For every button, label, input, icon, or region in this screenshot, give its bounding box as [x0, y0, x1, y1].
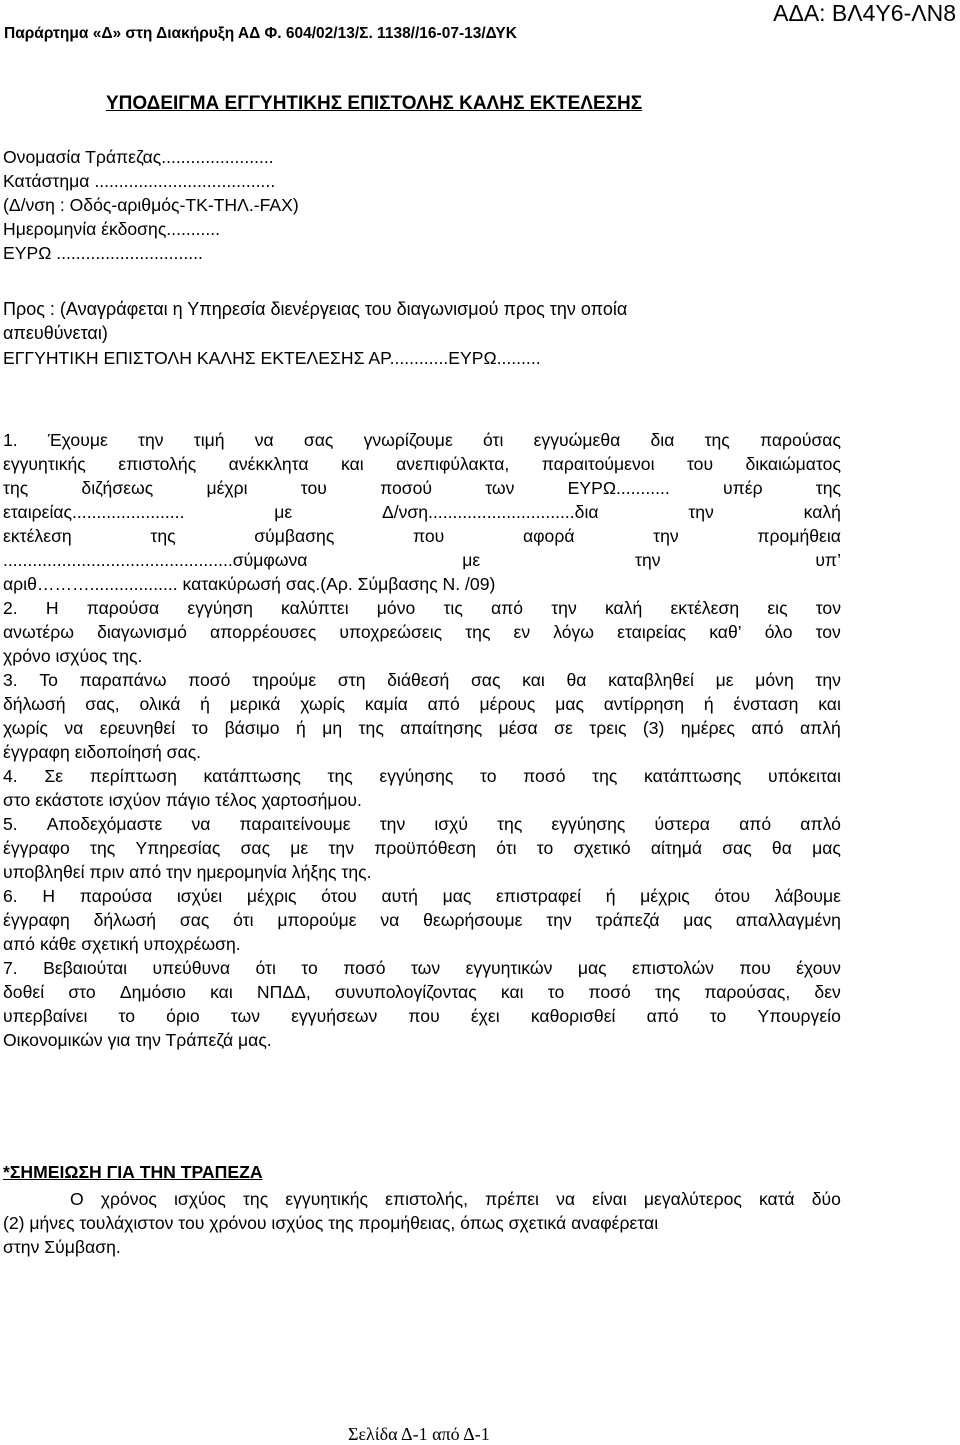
word: στο: [68, 982, 96, 1002]
paragraph-1-line: [3, 524, 841, 548]
word: και: [341, 454, 364, 474]
word: υπόκειται: [768, 766, 841, 786]
word: μέχρις: [640, 886, 690, 906]
word: στην Σύμβαση.: [3, 1237, 121, 1257]
word: της: [242, 1189, 269, 1209]
bank-note-line: [3, 1211, 841, 1235]
word: θεωρήσουμε: [423, 910, 523, 930]
word: να: [254, 430, 274, 450]
word: κατάπτωσης: [203, 766, 301, 786]
paragraph-6-line: [3, 884, 841, 908]
word: εν: [513, 622, 531, 642]
word: περίπτωση: [89, 766, 177, 786]
word: 4.: [3, 766, 18, 786]
word: ή: [295, 718, 306, 738]
word: να: [556, 1189, 576, 1209]
word: παραιτούμενοι: [541, 454, 655, 474]
recipient-line: απευθύνεται): [3, 323, 108, 343]
word: σύμβασης: [254, 526, 335, 546]
word: εταιρείας: [617, 622, 687, 642]
word: 6.: [3, 886, 18, 906]
word: τις: [443, 598, 463, 618]
paragraph-5-line: [3, 860, 841, 884]
word: το: [118, 1006, 136, 1026]
word: μπορούμε: [277, 910, 357, 930]
word: τρεις: [589, 718, 627, 738]
ada-code: ΑΔΑ: ΒΛ4Υ6-ΛΝ8: [773, 0, 956, 26]
paragraph-2-line: [3, 620, 841, 644]
word: απορρέουσες: [210, 622, 317, 642]
word: των: [485, 478, 515, 498]
word: μέσα: [498, 718, 538, 738]
word: όλο: [764, 622, 793, 642]
paragraph-1-line: [3, 452, 841, 476]
paragraph-3-line: [3, 716, 841, 740]
paragraph-4: [3, 764, 841, 812]
word: της: [3, 478, 29, 498]
word: σας: [240, 838, 271, 858]
word: κατάπτωσης: [644, 766, 742, 786]
word: το: [480, 766, 497, 786]
word: ότι: [233, 910, 254, 930]
word: μόνη: [755, 670, 794, 690]
word: παρούσας,: [704, 982, 791, 1002]
word: της: [150, 526, 176, 546]
word: από: [739, 814, 772, 834]
word: τον: [815, 622, 841, 642]
word: το: [191, 718, 209, 738]
word: Υπουργείο: [757, 1006, 841, 1026]
word: ΕΥΡΩ...........: [567, 478, 670, 498]
paragraph-1: [3, 428, 841, 596]
word: γνωρίζουμε: [363, 430, 453, 450]
word: δήλωσή: [3, 694, 66, 714]
word: ότι: [496, 838, 517, 858]
word: και: [522, 670, 545, 690]
word: Ο: [70, 1189, 84, 1209]
word: δύο: [811, 1189, 841, 1209]
word: την: [688, 502, 714, 522]
word: παρούσας: [759, 430, 841, 450]
word: 2.: [3, 598, 18, 618]
word: παραιτείνουμε: [239, 814, 351, 834]
word: την: [328, 838, 355, 858]
word: εκτέλεση: [3, 526, 72, 546]
word: ανεπιφύλακτα,: [396, 454, 510, 474]
bank-field-name: Ονομασία Τράπεζας.......................: [3, 147, 274, 167]
word: την: [653, 526, 679, 546]
word: μέχρις: [246, 886, 297, 906]
word: 5.: [3, 814, 18, 834]
word: διαγωνισμό: [97, 622, 187, 642]
word: με: [290, 838, 309, 858]
word: της: [497, 814, 523, 834]
word: παρούσα: [86, 598, 160, 618]
word: μερικά: [229, 694, 281, 714]
word: στο εκάστοτε ισχύον πάγιο τέλος χαρτοσήμου.: [3, 790, 362, 810]
word: δήλωσή: [93, 910, 157, 930]
word: σας: [722, 838, 752, 858]
word: τιμή: [193, 430, 225, 450]
word: ποσό: [588, 982, 631, 1002]
paragraph-4-line: [3, 764, 841, 788]
word: εγγυητικής: [285, 1189, 369, 1209]
word: υποχρεώσεις: [339, 622, 443, 642]
paragraph-6-line: [3, 932, 841, 956]
word: ποσό: [343, 958, 386, 978]
paragraph-1-line: [3, 476, 841, 500]
annex-reference: Παράρτημα «Δ» στη Διακήρυξη ΑΔ Φ. 604/02/13/Σ. 1138//16-07-13/ΔΥΚ: [4, 25, 517, 42]
word: υπ’: [815, 550, 841, 570]
word: εκτέλεση: [670, 598, 740, 618]
word: υπέρ: [722, 478, 763, 498]
word: Έχουμε: [47, 430, 108, 450]
word: με: [715, 670, 734, 690]
word: ότου: [714, 886, 751, 906]
word: αντίρρηση: [603, 694, 685, 714]
word: ένσταση: [733, 694, 799, 714]
word: σας: [303, 430, 334, 450]
word: έγγραφο: [3, 838, 70, 858]
word: τηρούμε: [252, 670, 317, 690]
word: στη: [337, 670, 366, 690]
paragraph-6: [3, 884, 841, 956]
paragraph-1-line: [3, 428, 841, 452]
paragraph-1-line: [3, 548, 841, 572]
word: την: [546, 910, 572, 930]
word: προϋπόθεση: [374, 838, 476, 858]
word: χωρίς: [300, 694, 346, 714]
word: αφορά: [522, 526, 575, 546]
word: παραπάνω: [79, 670, 167, 690]
paragraph-3-line: [3, 692, 841, 716]
word: εγγυώμεθα: [533, 430, 621, 450]
word: δια: [650, 430, 675, 450]
word: ερευνηθεί: [99, 718, 176, 738]
word: επιστολών: [632, 958, 714, 978]
word: ισχύει: [176, 886, 223, 906]
paragraph-5-line: [3, 812, 841, 836]
word: λάβουμε: [774, 886, 841, 906]
word: την: [551, 598, 577, 618]
word: καμία: [364, 694, 408, 714]
word: καθ’: [709, 622, 742, 642]
word: από: [490, 598, 524, 618]
word: χωρίς: [3, 718, 48, 738]
page-title: ΥΠΟΔΕΙΓΜΑ ΕΓΓΥΗΤΙΚΗΣ ΕΠΙΣΤΟΛΗΣ ΚΑΛΗΣ ΕΚΤΕΛΕΣΗΣ: [106, 93, 643, 114]
word: ή: [200, 694, 210, 714]
word: εγγύησης: [551, 814, 626, 834]
word: την: [379, 814, 406, 834]
word: εγγύησης: [379, 766, 454, 786]
paragraph-4-line: [3, 788, 841, 812]
word: των: [410, 958, 441, 978]
paragraph-3: [3, 668, 841, 764]
word: αυτή: [381, 886, 418, 906]
word: απαλλαγμένη: [735, 910, 841, 930]
paragraph-5: [3, 812, 841, 884]
word: εγγύηση: [187, 598, 253, 618]
paragraph-1-line: [3, 500, 841, 524]
word: ισχύ: [434, 814, 468, 834]
word: από: [427, 694, 460, 714]
word: καθορισθεί: [530, 1006, 616, 1026]
word: Δημόσιο: [119, 982, 186, 1002]
word: υποβληθεί πριν από την ημερομηνία λήξης της.: [3, 862, 372, 882]
word: του: [686, 454, 714, 474]
word: αριθ……….................. κατακύρωσή σας.(Αρ. Σύμβασης Ν. /09): [3, 574, 496, 594]
word: απλό: [800, 814, 841, 834]
word: Η: [42, 886, 56, 906]
word: (2) μήνες τουλάχιστον του χρόνου ισχύος της προμήθειας, όπως σχετικά αναφέρεται: [3, 1213, 659, 1233]
word: υπερβαίνει: [3, 1006, 88, 1026]
word: ΝΠΔΔ,: [256, 982, 311, 1002]
paragraph-2-line: [3, 596, 841, 620]
word: μας: [683, 910, 713, 930]
word: ...............................................σύμφωνα: [3, 550, 308, 570]
bank-note-heading: *ΣΗΜΕΙΩΣΗ ΓΙΑ ΤΗΝ ΤΡΑΠΕΖΑ: [3, 1162, 263, 1182]
word: συνυπολογίζοντας: [334, 982, 477, 1002]
word: αίτημά: [650, 838, 702, 858]
word: επιστολής: [118, 454, 197, 474]
word: ποσό: [188, 670, 231, 690]
paragraph-3-line: [3, 740, 841, 764]
word: δοθεί: [3, 982, 45, 1002]
word: παρούσα: [79, 886, 153, 906]
paragraph-7: [3, 956, 841, 1052]
word: ανωτέρω: [3, 622, 74, 642]
word: σας: [179, 910, 210, 930]
word: 7.: [3, 958, 18, 978]
word: που: [408, 1006, 440, 1026]
word: λόγω: [553, 622, 595, 642]
word: σας: [470, 670, 501, 690]
word: μας: [555, 694, 584, 714]
word: Η: [45, 598, 59, 618]
word: και: [818, 694, 841, 714]
word: το: [536, 838, 554, 858]
word: έγγραφη ειδοποίησή σας.: [3, 742, 202, 762]
paragraph-7-line: [3, 956, 841, 980]
word: ότι: [482, 430, 504, 450]
word: διζήσεως: [81, 478, 154, 498]
word: εγγυητικών: [465, 958, 553, 978]
word: ύστερα: [654, 814, 710, 834]
word: εγγυητικής: [3, 454, 86, 474]
word: έχουν: [796, 958, 841, 978]
word: μόνο: [376, 598, 416, 618]
bank-field-amount: ΕΥΡΩ ..............................: [3, 243, 203, 263]
word: το: [301, 958, 318, 978]
bank-fields: [3, 145, 841, 265]
word: τράπεζά: [595, 910, 660, 930]
word: επιστολής,: [385, 1189, 468, 1209]
paragraph-2: [3, 596, 841, 668]
word: της: [815, 478, 841, 498]
word: (3): [642, 718, 665, 738]
word: από κάθε σχετική υποχρέωση.: [3, 934, 241, 954]
word: ολικά: [139, 694, 181, 714]
paragraph-6-line: [3, 908, 841, 932]
word: δικαιώματος: [745, 454, 841, 474]
word: που: [412, 526, 445, 546]
word: της: [654, 982, 681, 1002]
recipient-line: Προς : (Αναγράφεται η Υπηρεσία διενέργειας του διαγωνισμού προς την οποία: [3, 299, 628, 319]
word: εις: [767, 598, 788, 618]
word: Βεβαιούται: [43, 958, 128, 978]
word: του: [300, 478, 327, 498]
word: σας,: [85, 694, 120, 714]
word: από: [646, 1006, 679, 1026]
word: ότου: [321, 886, 357, 906]
bank-field-issue-date: Ημερομηνία έκδοσης...........: [3, 219, 221, 239]
paragraph-5-line: [3, 836, 841, 860]
word: να: [380, 910, 400, 930]
word: απαίτησης: [400, 718, 483, 738]
word: θα: [566, 670, 587, 690]
word: έχει: [470, 1006, 500, 1026]
word: την: [138, 430, 164, 450]
word: είναι: [592, 1189, 627, 1209]
word: την: [635, 550, 661, 570]
word: Υπηρεσίας: [135, 838, 221, 858]
paragraph-7-line: [3, 1004, 841, 1028]
recipient: [3, 297, 841, 345]
word: μέρους: [479, 694, 536, 714]
word: διάθεσή: [387, 670, 450, 690]
word: 1.: [3, 430, 18, 450]
word: την: [815, 670, 841, 690]
word: της: [90, 838, 116, 858]
word: ή: [703, 694, 714, 714]
word: ισχύος: [173, 1189, 226, 1209]
paragraph-1-line: [3, 572, 841, 596]
guarantee-body: [3, 428, 841, 1052]
word: που: [739, 958, 771, 978]
word: με: [274, 502, 293, 522]
word: ότι: [255, 958, 276, 978]
bank-field-branch: Κατάστημα .....................................: [3, 171, 276, 191]
word: θα: [771, 838, 792, 858]
word: ποσού: [380, 478, 433, 498]
word: μεγαλύτερος: [643, 1189, 742, 1209]
word: να: [64, 718, 84, 738]
word: 3.: [3, 670, 18, 690]
word: το: [709, 1006, 727, 1026]
word: της: [592, 766, 618, 786]
paragraph-7-line: [3, 1028, 841, 1052]
paragraph-2-line: [3, 644, 841, 668]
word: πρέπει: [485, 1189, 539, 1209]
word: και: [210, 982, 233, 1002]
word: της: [358, 718, 384, 738]
word: σε: [554, 718, 573, 738]
word: καλή: [604, 598, 643, 618]
word: μας: [577, 958, 607, 978]
word: από: [751, 718, 784, 738]
word: προμήθεια: [757, 526, 841, 546]
word: καλή: [803, 502, 841, 522]
word: ημέρες: [680, 718, 735, 738]
word: βάσιμο: [224, 718, 280, 738]
word: απλή: [799, 718, 841, 738]
word: και: [500, 982, 524, 1002]
word: Αποδεχόμαστε: [46, 814, 163, 834]
word: υπεύθυνα: [152, 958, 231, 978]
word: κατά: [758, 1189, 795, 1209]
word: μας: [442, 886, 472, 906]
word: ποσό: [523, 766, 566, 786]
word: της: [465, 622, 491, 642]
word: χρόνος: [100, 1189, 157, 1209]
word: Σε: [44, 766, 64, 786]
word: να: [191, 814, 211, 834]
word: των: [230, 1006, 261, 1026]
bank-field-address: (Δ/νση : Οδός-αριθμός-ΤΚ-ΤΗΛ.-FAX): [3, 195, 299, 215]
word: ή: [605, 886, 616, 906]
word: μη: [322, 718, 343, 738]
word: καλύπτει: [281, 598, 349, 618]
paragraph-3-line: [3, 668, 841, 692]
word: επιστραφεί: [496, 886, 582, 906]
word: Οικονομικών για την Τράπεζά μας.: [3, 1030, 272, 1050]
word: όριο: [166, 1006, 200, 1026]
word: εταιρείας.......................: [3, 502, 185, 522]
word: μέχρι: [206, 478, 248, 498]
word: με: [462, 550, 481, 570]
word: της: [327, 766, 353, 786]
word: δεν: [814, 982, 841, 1002]
word: καταβληθεί: [608, 670, 694, 690]
word: χρόνο ισχύος της.: [3, 646, 143, 666]
bank-note-line: [3, 1235, 841, 1259]
paragraph-7-line: [3, 980, 841, 1004]
bank-note: [3, 1187, 841, 1259]
guarantee-heading: ΕΓΓΥΗΤΙΚΗ ΕΠΙΣΤΟΛΗ ΚΑΛΗΣ ΕΚΤΕΛΕΣΗΣ ΑΡ............ΕΥΡΩ.........: [3, 348, 541, 368]
bank-note-line: [3, 1187, 841, 1211]
word: το: [547, 982, 565, 1002]
word: έγγραφη: [3, 910, 70, 930]
word: σχετικό: [573, 838, 631, 858]
word: της: [704, 430, 730, 450]
word: τον: [815, 598, 841, 618]
page-footer: Σελίδα Δ-1 από Δ-1: [348, 1424, 490, 1444]
word: Δ/νση..............................δια: [381, 502, 599, 522]
word: μας: [812, 838, 841, 858]
word: Το: [39, 670, 58, 690]
word: εγγυήσεων: [291, 1006, 378, 1026]
word: ανέκκλητα: [228, 454, 309, 474]
